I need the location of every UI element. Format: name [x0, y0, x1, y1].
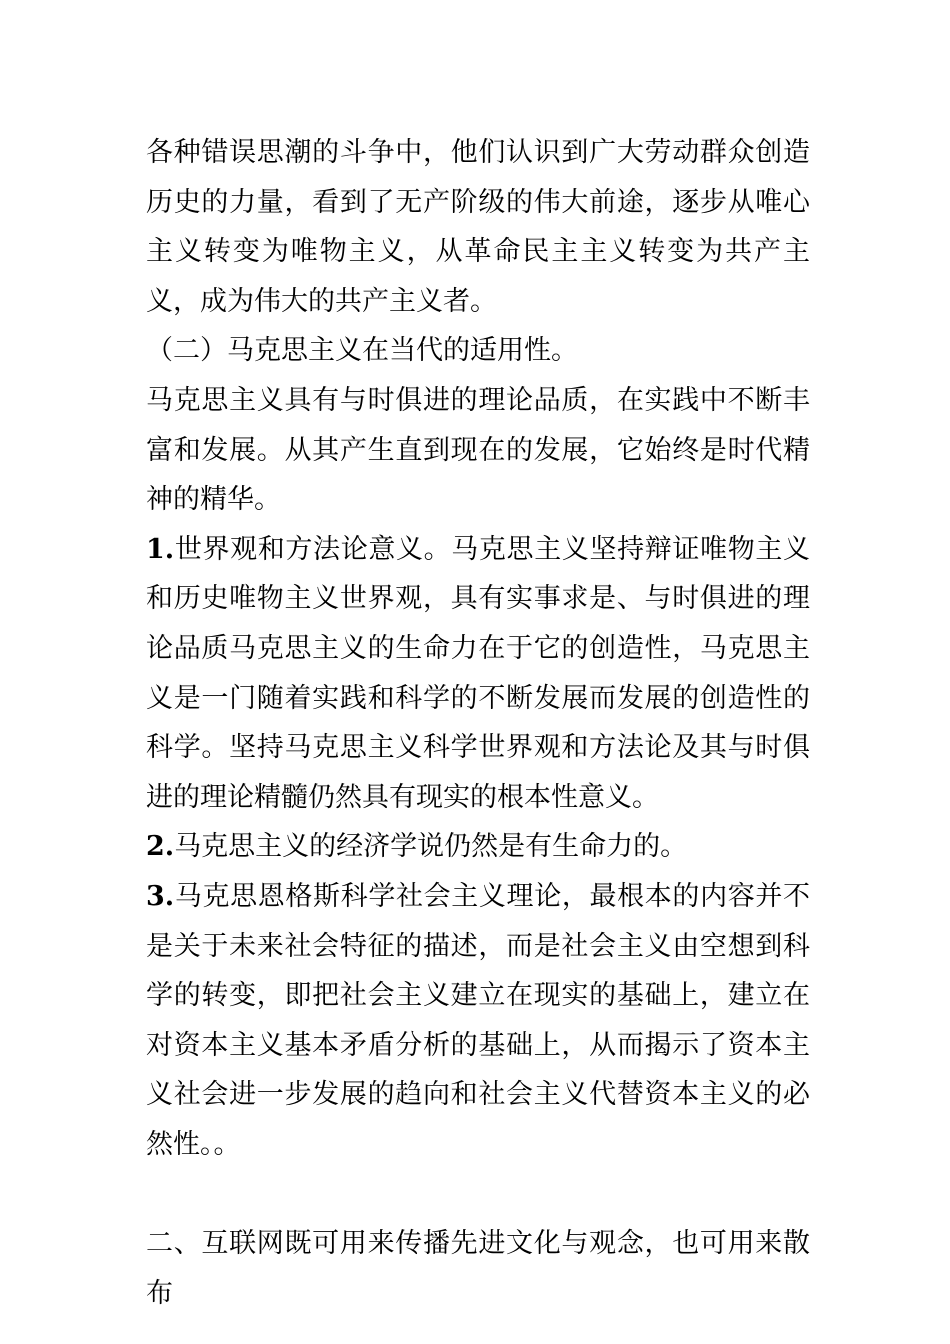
section-heading-2: （二）马克思主义在当代的适用性。: [146, 335, 578, 367]
numbered-item-2: [146, 822, 810, 872]
item-text: 马克思主义的经济学说仍然是有生命力的。: [174, 831, 688, 863]
blank-line: [146, 1169, 810, 1219]
item-number: 2.: [146, 831, 175, 863]
paragraph-intro: 马克思主义具有与时俱进的理论品质，在实践中不断丰富和发展。从其产生直到现在的发展，它始终是时代精神的精华。: [146, 384, 810, 516]
document-page: [146, 128, 810, 1318]
section-heading-question-2: 二、互联网既可用来传播先进文化与观念，也可用来散布: [146, 1228, 810, 1309]
item-text: 世界观和方法论意义。马克思主义坚持辩证唯物主义和历史唯物主义世界观，具有实事求是、与时俱进的理论品质马克思主义的生命力在于它的创造性，马克思主义是一门随着实践和科学的不断发展而发展的创造性的科学。坚持马克思主义科学世界观和方法论及其与时俱进的理论精髓仍然具有现实的根本性意义。: [146, 533, 810, 813]
item-text: 马克思恩格斯科学社会主义理论，最根本的内容并不是关于未来社会特征的描述，而是社会主义由空想到科学的转变，即把社会主义建立在现实的基础上，建立在对资本主义基本矛盾分析的基础上，从而揭示了资本主义社会进一步发展的趋向和社会主义代替资本主义的必然性。。: [146, 880, 810, 1160]
numbered-item-3: [146, 872, 810, 1170]
numbered-item-1: [146, 525, 810, 823]
paragraph-continuation: 各种错误思潮的斗争中，他们认识到广大劳动群众创造历史的力量，看到了无产阶级的伟大前途，逐步从唯心主义转变为唯物主义，从革命民主主义转变为共产主义，成为伟大的共产主义者。: [146, 137, 810, 317]
item-number: 3.: [146, 880, 175, 912]
item-number: 1.: [146, 533, 175, 565]
